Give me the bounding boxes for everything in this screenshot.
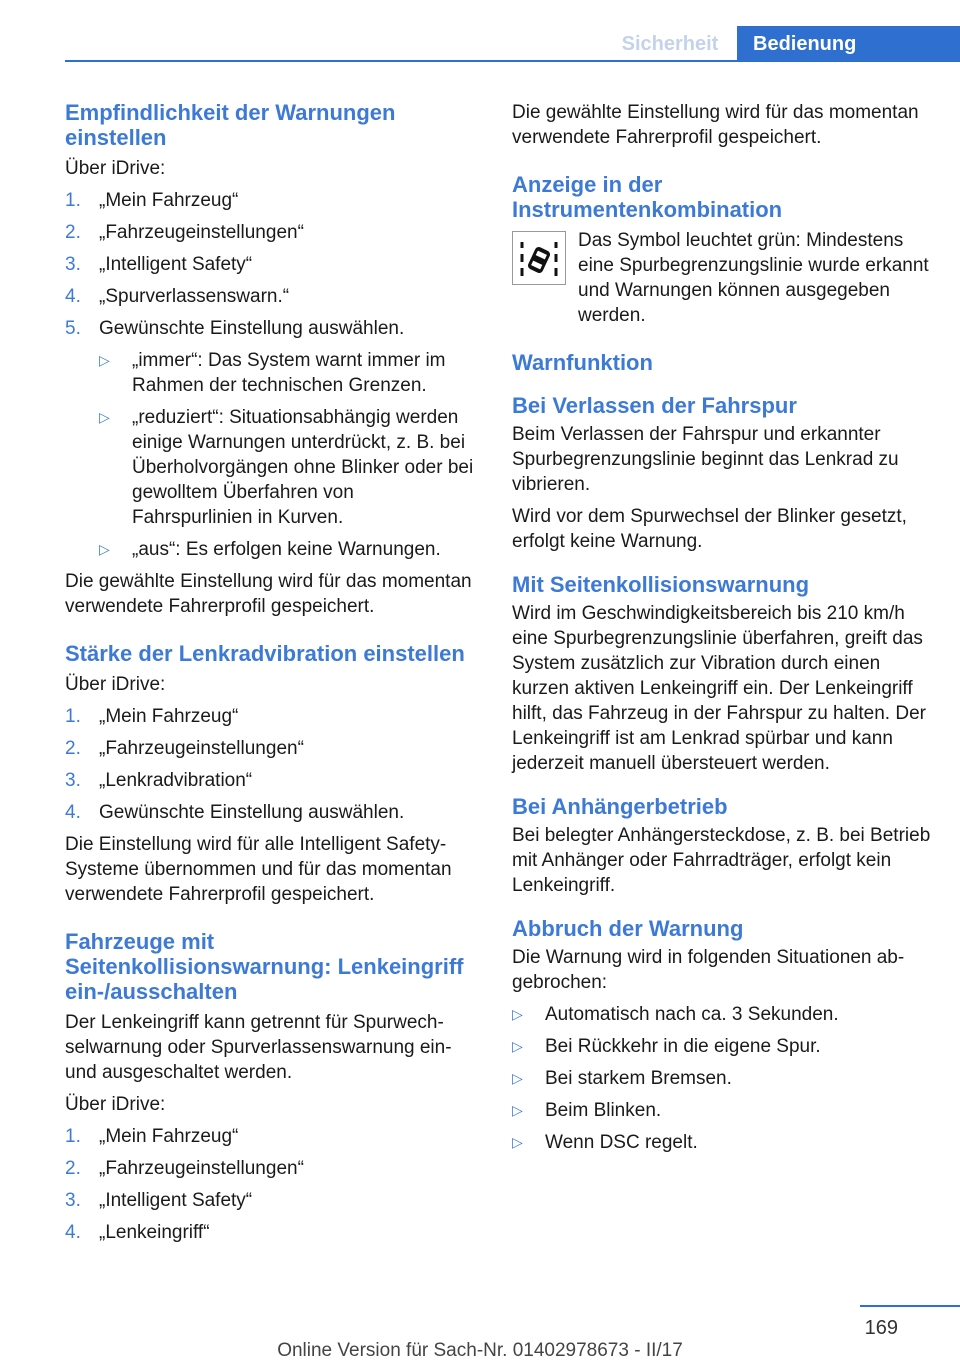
list-item: ▷ Wenn DSC regelt. — [512, 1132, 698, 1153]
list-item: 1. „Mein Fahrzeug“ — [65, 1126, 239, 1147]
paragraph: Die gewählte Einstellung wird für das momentan verwendete Fahrerprofil gespeichert. — [65, 571, 472, 617]
subtitle-lane-leaving: Bei Verlassen der Fahrspur — [512, 393, 797, 418]
paragraph: Beim Verlassen der Fahrspur und erkannter Spurbegrenzungslinie beginnt das Lenkrad zu vibrieren. — [512, 424, 899, 495]
footer-rule — [860, 1305, 960, 1307]
list-item: ▷ Bei Rückkehr in die eigene Spur. — [512, 1036, 821, 1057]
section-title-vibration: Stärke der Lenkradvibration einstellen — [65, 641, 465, 666]
list-item: 2. „Fahrzeugeinstellungen“ — [65, 1158, 304, 1179]
page-number: 169 — [864, 1317, 898, 1339]
left-column — [65, 100, 478, 1252]
list-item: 4. „Lenkeingriff“ — [65, 1222, 210, 1243]
lane-departure-icon — [512, 231, 566, 285]
list-item: 3. „Lenkradvibration“ — [65, 770, 253, 791]
list-item: 1. „Mein Fahrzeug“ — [65, 190, 239, 211]
idrive-intro: Über iDrive: — [65, 1094, 166, 1115]
paragraph: Die gewählte Einstellung wird für das momentan verwendete Fahrerprofil gespeichert. — [512, 102, 919, 148]
steps-list-steering — [65, 1124, 478, 1245]
list-item: 3. „Intelligent Safety“ — [65, 1190, 253, 1211]
subtitle-trailer: Bei Anhängerbetrieb — [512, 794, 728, 819]
paragraph: Wird im Geschwindigkeitsbereich bis 210 km/h eine Spurbegrenzungslinie überfahren, greift das System zusätzlich zur Vibration durch einen kurzen aktiven Lenkeingriff ein. Der Lenkeingriff hilft, das Fahrzeug in der Fahrspur zu halten. Der Lenkeingriff ist am Lenkrad spürbar und kann jederzeit manuell übersteuert werden. — [512, 603, 926, 774]
triangle-bullet-icon: ▷ — [512, 1134, 523, 1150]
subtitle-abort: Abbruch der Warnung — [512, 916, 744, 941]
right-column — [512, 100, 932, 1162]
list-item: ▷ Automatisch nach ca. 3 Sekunden. — [512, 1004, 839, 1025]
footer-note: Online Version für Sach-Nr. 01402978673 - II/17 — [277, 1340, 683, 1361]
list-item: 3. „Intelligent Safety“ — [65, 254, 253, 275]
list-item: 2. „Fahrzeugeinstellungen“ — [65, 738, 304, 759]
triangle-bullet-icon: ▷ — [512, 1070, 523, 1086]
list-item: ▷ Beim Blinken. — [512, 1100, 662, 1121]
list-item: 2. „Fahrzeugeinstellungen“ — [65, 222, 304, 243]
display-icon-block — [512, 228, 932, 328]
triangle-bullet-icon: ▷ — [512, 1038, 523, 1054]
tab-sicherheit[interactable]: Sicherheit — [621, 33, 719, 55]
paragraph: Wird vor dem Spurwechsel der Blinker gesetzt, erfolgt keine Warnung. — [512, 506, 907, 552]
list-item: ▷ Bei starkem Bremsen. — [512, 1068, 732, 1089]
list-item: 4. Gewünschte Einstellung auswählen. — [65, 802, 405, 823]
idrive-intro: Über iDrive: — [65, 158, 166, 179]
paragraph: Bei belegter Anhängersteckdose, z. B. bei Betrieb mit Anhänger oder Fahrradträger, erfolgt kein Lenkeingriff. — [512, 825, 931, 896]
subtitle-side-collision: Mit Seitenkollisionswarnung — [512, 572, 810, 597]
section-title-display: Anzeige in der Instrumentenkombination — [512, 172, 783, 222]
list-item: 4. „Spurverlassenswarn.“ — [65, 286, 290, 307]
abort-list — [512, 1002, 932, 1155]
steps-list-sensitivity — [65, 188, 478, 341]
triangle-bullet-icon: ▷ — [512, 1102, 523, 1118]
section-title-steering: Fahrzeuge mit Seitenkollisionswarnung: Lenkeingriff ein-/ausschalten — [65, 929, 464, 1004]
paragraph: Der Lenkeingriff kann getrennt für Spurwechselwarnung oder Spurverlassenswarnung ein- und ausgeschaltet werden. — [65, 1012, 452, 1083]
list-item: ▷ „aus“: Es erfolgen keine Warnungen. — [99, 539, 441, 560]
paragraph: Die Warnung wird in folgenden Situationen abgebrochen: — [512, 947, 905, 993]
steps-list-vibration — [65, 704, 478, 825]
display-text: Das Symbol leuchtet grün: Mindestens eine Spurbegrenzungslinie wurde erkannt und Warnungen können ausgegeben werden. — [578, 230, 929, 326]
triangle-bullet-icon: ▷ — [99, 541, 110, 557]
options-list — [65, 348, 478, 562]
list-item: ▷ „reduziert“: Situationsabhängig werden einige Warnungen unterdrückt, z. B. bei Überholvorgängen ohne Blinker oder bei gewolltem Überfahren von Fahrspurlinien in Kurven. — [99, 407, 474, 528]
triangle-bullet-icon: ▷ — [512, 1006, 523, 1022]
section-title-warnfunction: Warnfunktion — [512, 350, 653, 375]
list-item: 1. „Mein Fahrzeug“ — [65, 706, 239, 727]
section-title-sensitivity: Empfindlichkeit der Warnungen einstellen — [65, 100, 396, 150]
list-item: ▷ „immer“: Das System warnt immer im Rahmen der technischen Grenzen. — [99, 350, 446, 396]
triangle-bullet-icon: ▷ — [99, 409, 110, 425]
triangle-bullet-icon: ▷ — [99, 352, 110, 368]
tab-bedienung[interactable]: Bedienung — [737, 26, 960, 62]
list-item: 5. Gewünschte Einstellung auswählen. — [65, 318, 405, 339]
idrive-intro: Über iDrive: — [65, 674, 166, 695]
paragraph: Die Einstellung wird für alle Intelligent Safety-Systeme übernommen und für das momentan verwendete Fahrerprofil gespeichert. — [65, 834, 452, 905]
